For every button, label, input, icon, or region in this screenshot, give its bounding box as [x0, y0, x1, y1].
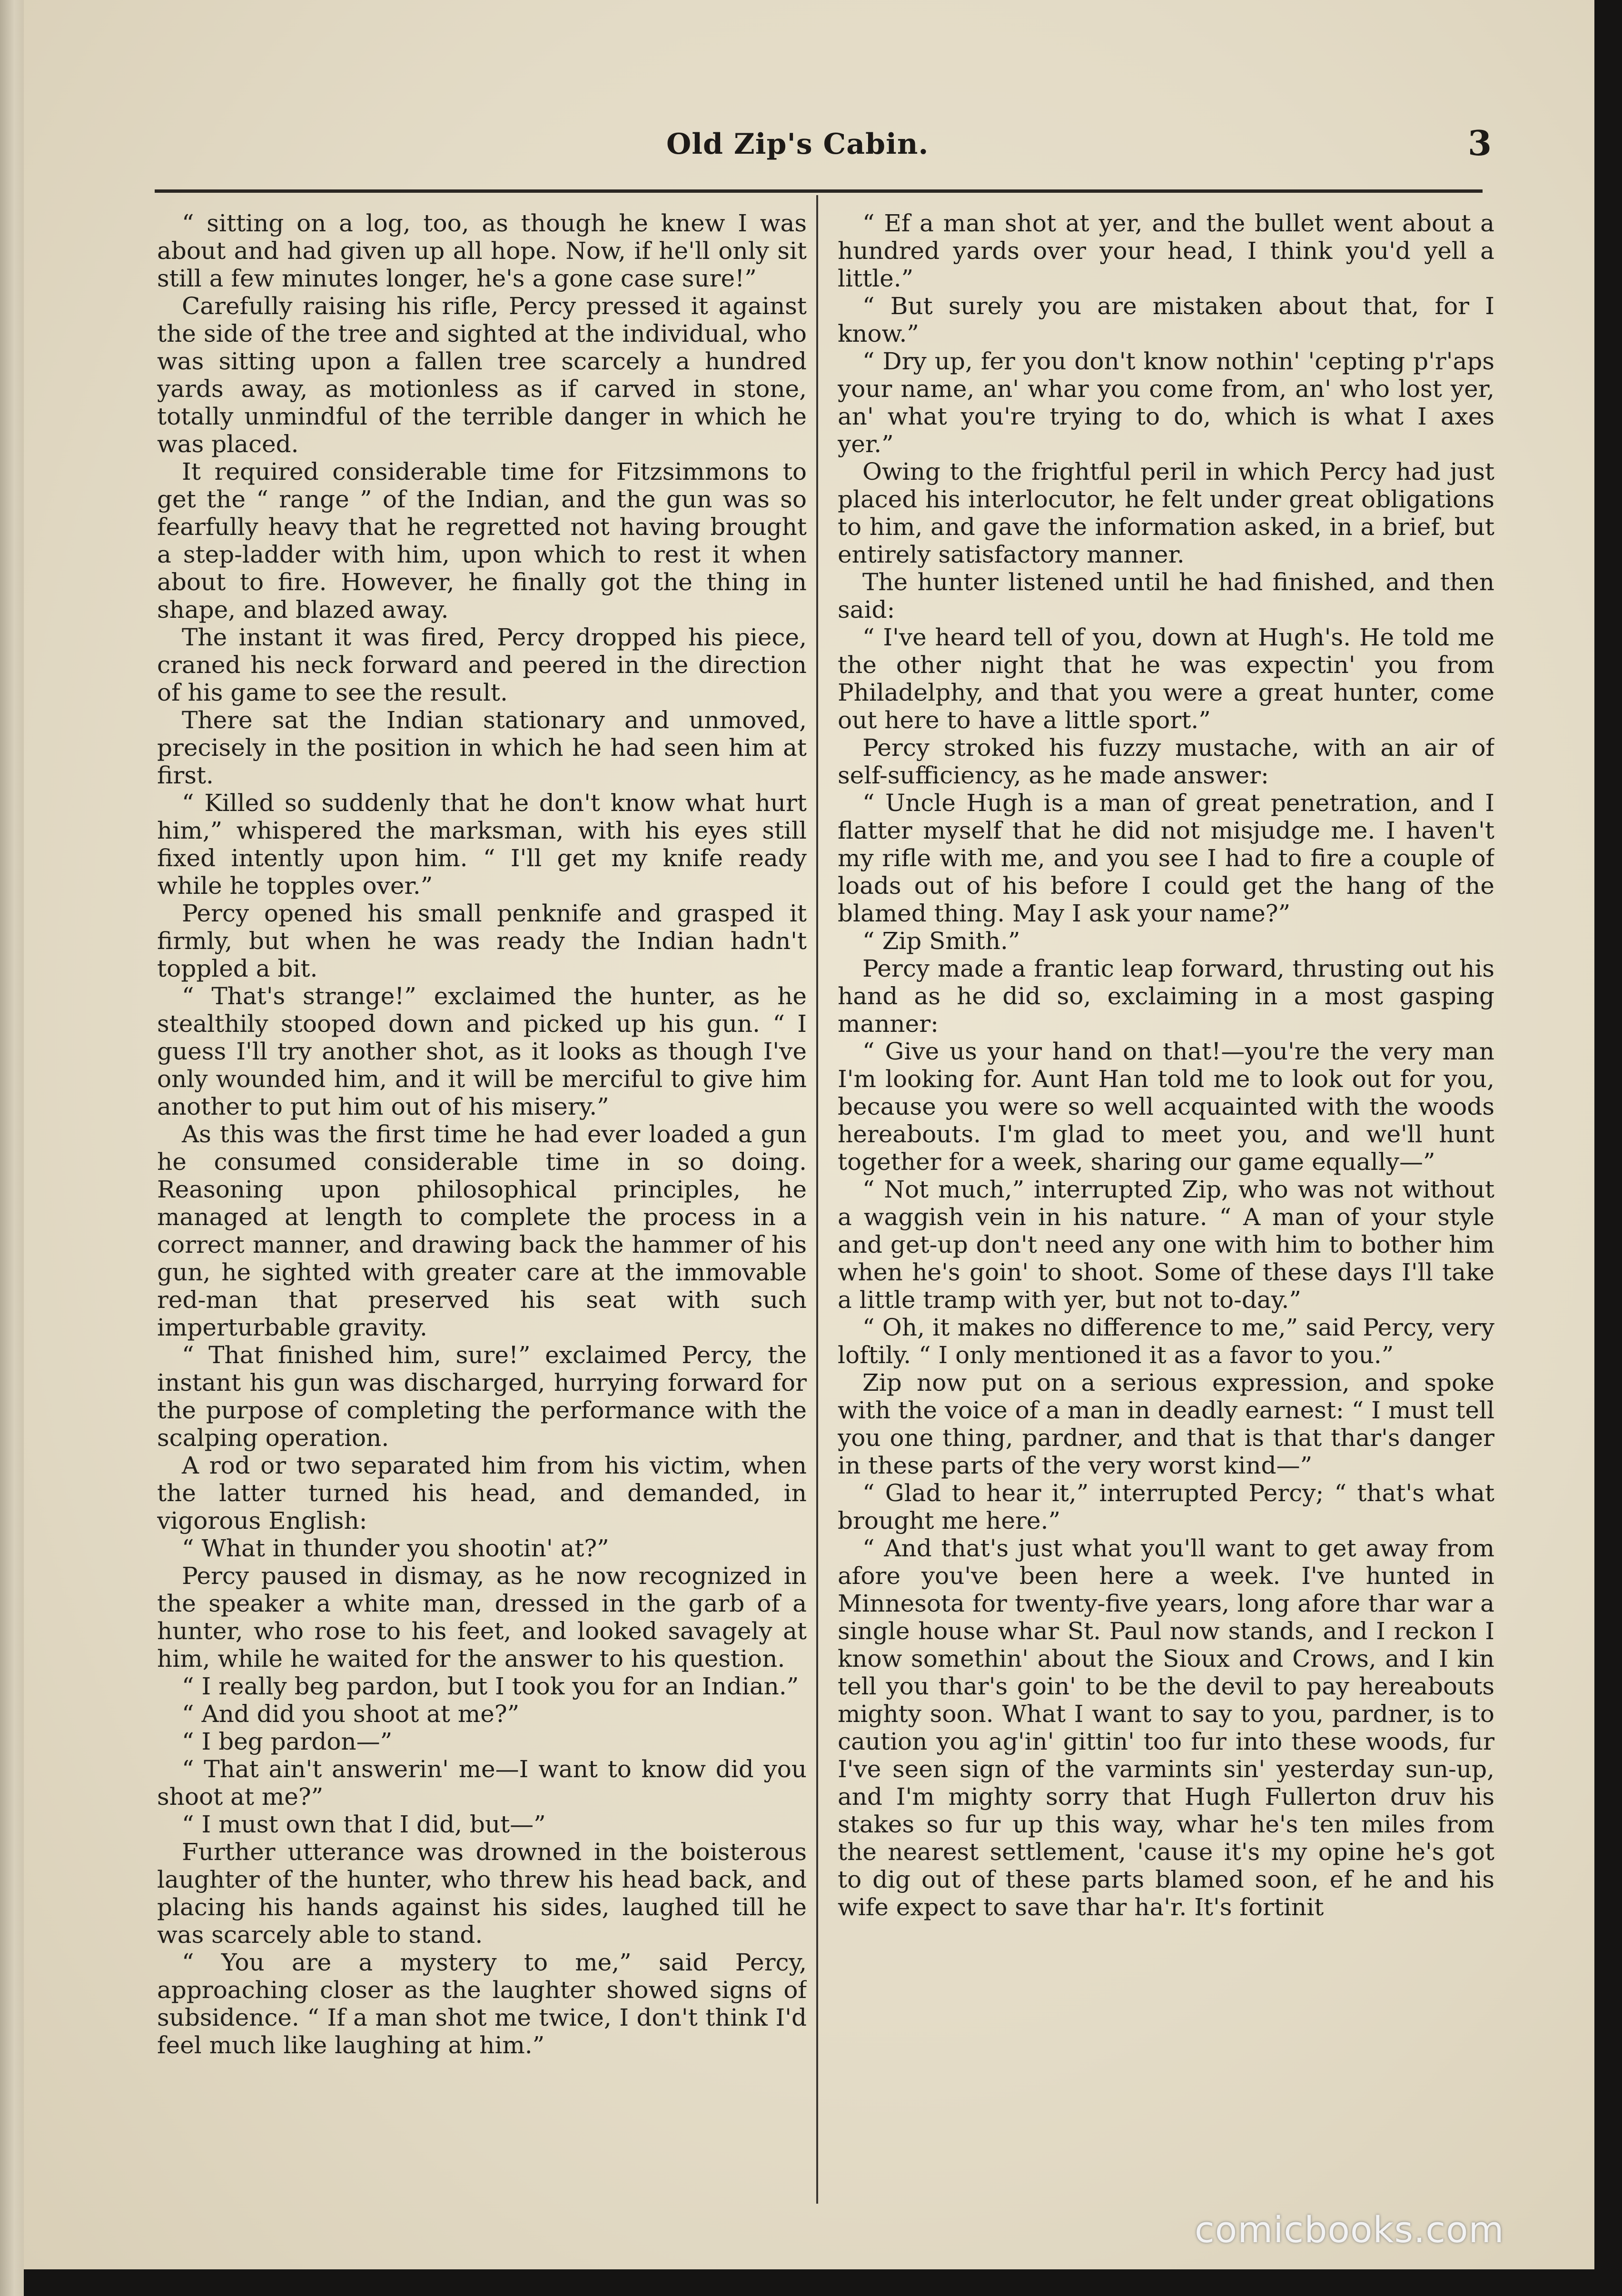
- paragraph: Percy stroked his fuzzy mustache, with an air of self-sufficiency, as he made answer:: [838, 734, 1494, 789]
- site-watermark: comicbooks.com: [1195, 2208, 1504, 2251]
- paragraph: A rod or two separated him from his victim, when the latter turned his head, and demanded, in vigorous English:: [157, 1452, 807, 1534]
- paragraph: “ I beg pardon—”: [182, 1728, 393, 1755]
- paragraph: “ But surely you are mistaken about that, for I know.”: [838, 292, 1494, 347]
- paragraph: The hunter listened until he had finished, and then said:: [838, 568, 1494, 623]
- paragraph: “ Killed so suddenly that he don't know what hurt him,” whispered the marksman, with his eyes still fixed intently upon him. “ I'll get my knife ready while he topples over.”: [157, 789, 807, 900]
- paragraph: There sat the Indian stationary and unmoved, precisely in the position in which he had seen him at first.: [157, 706, 807, 789]
- paragraph: “ Glad to hear it,” interrupted Percy; “ that's what brought me here.”: [838, 1479, 1494, 1534]
- paragraph: “ Oh, it makes no difference to me,” said Percy, very loftily. “ I only mentioned it as a favor to you.”: [838, 1314, 1494, 1369]
- paragraph: Owing to the frightful peril in which Percy had just placed his interlocutor, he felt under great obligations to him, and gave the information asked, in a brief, but entirely satisfactory manner.: [838, 458, 1494, 568]
- paragraph: “ I really beg pardon, but I took you for an Indian.”: [182, 1673, 799, 1700]
- paragraph: Carefully raising his rifle, Percy pressed it against the side of the tree and sighted at the individual, who was sitting upon a fallen tree scarcely a hundred yards away, as motionless as if carved in stone, totally unmindful of the terrible danger in which he was placed.: [157, 292, 807, 458]
- running-header-title: Old Zip's Cabin.: [666, 128, 929, 161]
- paragraph: “ That's strange!” exclaimed the hunter, as he stealthily stooped down and picked up his gun. “ I guess I'll try another shot, as it looks as though I've only wounded him, and it will be merciful to give him another to put him out of his misery.”: [157, 982, 807, 1120]
- paragraph: The instant it was fired, Percy dropped his piece, craned his neck forward and peered in the direction of his game to see the result.: [157, 623, 807, 706]
- paragraph: “ That finished him, sure!” exclaimed Percy, the instant his gun was discharged, hurrying forward for the purpose of completing the performance with the scalping operation.: [157, 1341, 807, 1452]
- paragraph: As this was the first time he had ever loaded a gun he consumed considerable time in so doing. Reasoning upon philosophical principles, he managed at length to complete the process in a correct manner, and drawing back the hammer of his gun, he sighted with greater care at the immovable red-man that preserved his seat with such imperturbable gravity.: [157, 1120, 807, 1341]
- paragraph: “ Give us your hand on that!—you're the very man I'm looking for. Aunt Han told me to look out for you, because you were so well acquainted with the woods hereabouts. I'm glad to meet you, and we'll hunt together for a week, sharing our game equally—”: [838, 1038, 1494, 1176]
- paragraph: “ And that's just what you'll want to get away from afore you've been here a week. I've hunted in Minnesota for twenty-five years, long afore thar war a single house whar St. Paul now stands, and I reckon I know somethin' about the Sioux and Crows, and I kin tell you thar's goin' to be the devil to pay hereabouts mighty soon. What I want to say to you, pardner, is to caution you ag'in' gittin' too fur into these woods, fur I've seen sign of the varmints sin' yesterday sun-up, and I'm mighty sorry that Hugh Fullerton druv his stakes so fur up this way, whar he's ten miles from the nearest settlement, 'cause it's my opine he's got to dig out of these parts blamed soon, ef he and his wife expect to save thar ha'r. It's fortinit: [838, 1534, 1494, 1921]
- paragraph: Further utterance was drowned in the boisterous laughter of the hunter, who threw his head back, and placing his hands against his sides, laughed till he was scarcely able to stand.: [157, 1838, 807, 1949]
- column-divider: [816, 195, 818, 2204]
- paragraph: “ Ef a man shot at yer, and the bullet went about a hundred yards over your head, I think you'd yell a little.”: [838, 209, 1494, 292]
- paragraph: Percy opened his small penknife and grasped it firmly, but when he was ready the Indian hadn't toppled a bit.: [157, 900, 807, 982]
- paragraph: “ Uncle Hugh is a man of great penetration, and I flatter myself that he did not misjudge me. I haven't my rifle with me, and you see I had to fire a couple of loads out of his before I could get the hang of the blamed thing. May I ask your name?”: [838, 789, 1494, 927]
- left-column: [157, 209, 807, 2208]
- paragraph: It required considerable time for Fitzsimmons to get the “ range ” of the Indian, and the gun was so fearfully heavy that he regretted not having brought a step-ladder with him, upon which to rest it when about to fire. However, he finally got the thing in shape, and blazed away.: [157, 458, 807, 623]
- paragraph: “ I must own that I did, but—”: [182, 1811, 546, 1838]
- paragraph: Percy made a frantic leap forward, thrusting out his hand as he did so, exclaiming in a most gasping manner:: [838, 955, 1494, 1038]
- paragraph: “ sitting on a log, too, as though he knew I was about and had given up all hope. Now, if he'll only sit still a few minutes longer, he's a gone case sure!”: [157, 209, 807, 292]
- paragraph: “ Not much,” interrupted Zip, who was not without a waggish vein in his nature. “ A man of your style and get-up don't need any one with him to bother him when he's goin' to shoot. Some of these days I'll take a little tramp with yer, but not to-day.”: [838, 1176, 1494, 1314]
- paragraph: “ Dry up, fer you don't know nothin' 'cepting p'r'aps your name, an' whar you come from, an' who lost yer, an' what you're trying to do, which is what I axes yer.”: [838, 347, 1494, 458]
- page-number: 3: [1468, 123, 1492, 163]
- page-binding-edge: [0, 0, 24, 2296]
- paragraph: “ I've heard tell of you, down at Hugh's. He told me the other night that he was expectin' you from Philadelphy, and that you were a great hunter, come out here to have a little sport.”: [838, 623, 1494, 734]
- paragraph: “ You are a mystery to me,” said Percy, approaching closer as the laughter showed signs of subsidence. “ If a man shot me twice, I don't think I'd feel much like laughing at him.”: [157, 1949, 807, 2059]
- header-rule: [155, 189, 1483, 193]
- paragraph: Zip now put on a serious expression, and spoke with the voice of a man in deadly earnest: “ I must tell you one thing, pardner, and that is that thar's danger in these parts of the very worst kind—”: [838, 1369, 1494, 1479]
- paragraph: “ And did you shoot at me?”: [182, 1700, 520, 1728]
- paragraph: “ What in thunder you shootin' at?”: [182, 1534, 609, 1562]
- right-column: [838, 209, 1494, 2208]
- paragraph: Percy paused in dismay, as he now recognized in the speaker a white man, dressed in the garb of a hunter, who rose to his feet, and looked savagely at him, while he waited for the answer to his question.: [157, 1562, 807, 1673]
- paragraph: “ That ain't answerin' me—I want to know did you shoot at me?”: [157, 1755, 807, 1811]
- paragraph: “ Zip Smith.”: [862, 927, 1020, 955]
